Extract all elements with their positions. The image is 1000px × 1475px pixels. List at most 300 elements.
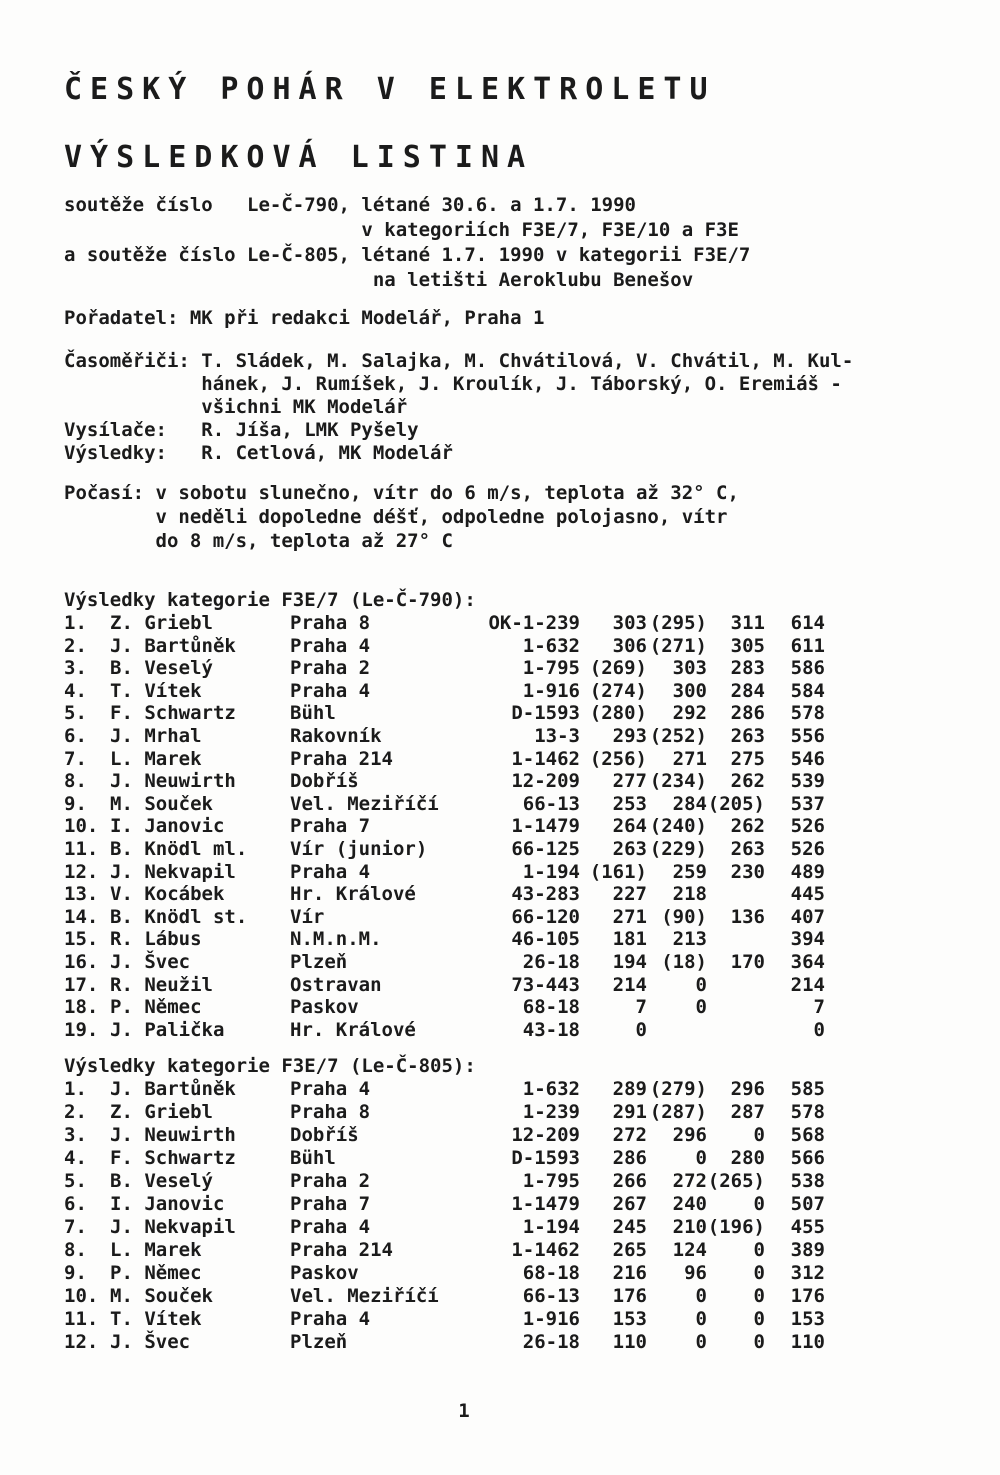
round1-score-cell: (269) [589, 657, 647, 680]
club-cell: Paskov [290, 996, 359, 1019]
results-790-title: Výsledky kategorie F3E/7 (Le-Č-790): [64, 589, 476, 611]
round3-score-cell [707, 996, 765, 1019]
round3-score-cell: 0 [753, 1285, 765, 1308]
officials-line: Vysílače: R. Jíša, LMK Pyšely [64, 419, 419, 441]
result-row [64, 1308, 980, 1331]
round1-score-cell: 306 [612, 634, 647, 657]
result-row [64, 1101, 980, 1124]
round2-score-cell: 300 [672, 679, 707, 702]
pilot-name-cell: B. Knödl st. [110, 905, 248, 928]
result-row [64, 1124, 980, 1147]
round1-score-cell: 0 [635, 1018, 647, 1041]
club-cell: Praha 7 [290, 1193, 371, 1216]
total-score-cell: 578 [790, 1101, 825, 1124]
round2-score-cell: 218 [672, 883, 707, 906]
round1-score-cell: 7 [635, 996, 647, 1019]
result-row [64, 612, 980, 635]
round2-score-cell: 0 [695, 1285, 707, 1308]
club-cell: Bühl [290, 702, 336, 725]
round3-score-cell: 283 [730, 657, 765, 680]
registration-cell: 12-209 [511, 1124, 580, 1147]
officials-block [64, 350, 980, 465]
round2-score-cell [647, 1019, 707, 1042]
round2-score-cell: (234) [649, 770, 707, 793]
registration-cell: 66-13 [522, 1285, 580, 1308]
round3-score-cell: 0 [753, 1331, 765, 1354]
club-cell: Plzeň [290, 950, 348, 973]
total-score-cell: 153 [790, 1308, 825, 1331]
round2-score-cell: 271 [672, 747, 707, 770]
officials-line: hánek, J. Rumíšek, J. Kroulík, J. Táborský, O. Eremiáš - [64, 373, 842, 395]
registration-cell: 1-916 [522, 1308, 580, 1331]
competition-info-line: na letišti Aeroklubu Benešov [64, 269, 694, 291]
total-score-cell: 578 [790, 702, 825, 725]
rank-cell: 14. [64, 905, 99, 928]
round3-score-cell: 0 [753, 1262, 765, 1285]
club-cell: Hr. Králové [290, 883, 416, 906]
rank-cell: 5. [64, 1170, 87, 1193]
round1-score-cell: 253 [612, 792, 647, 815]
result-row [64, 928, 980, 951]
club-cell: Praha 4 [290, 1078, 371, 1101]
round2-score-cell: 0 [695, 1308, 707, 1331]
registration-cell: 66-125 [511, 837, 580, 860]
round2-score-cell: 292 [672, 702, 707, 725]
pilot-name-cell: J. Neuwirth [110, 1124, 236, 1147]
total-score-cell: 312 [790, 1262, 825, 1285]
total-score-cell: 526 [790, 815, 825, 838]
registration-cell: 1-194 [522, 1216, 580, 1239]
round3-score-cell: 275 [730, 747, 765, 770]
club-cell: Dobříš [290, 770, 359, 793]
round1-score-cell: 293 [612, 724, 647, 747]
result-row [64, 702, 980, 725]
registration-cell: 43-283 [511, 883, 580, 906]
club-cell: Praha 214 [290, 747, 393, 770]
round3-score-cell: 0 [753, 1193, 765, 1216]
round2-score-cell: 124 [672, 1239, 707, 1262]
round1-score-cell: 216 [612, 1262, 647, 1285]
rank-cell: 10. [64, 815, 99, 838]
round3-score-cell: 136 [730, 905, 765, 928]
result-row [64, 906, 980, 929]
round2-score-cell: (229) [649, 837, 707, 860]
pilot-name-cell: J. Bartůněk [110, 1078, 236, 1101]
total-score-cell: 526 [790, 837, 825, 860]
registration-cell: 1-632 [522, 1078, 580, 1101]
club-cell: Vír (junior) [290, 837, 428, 860]
registration-cell: 1-1462 [511, 747, 580, 770]
total-score-cell: 568 [790, 1124, 825, 1147]
pilot-name-cell: I. Janovic [110, 1193, 225, 1216]
round1-score-cell: 267 [612, 1193, 647, 1216]
club-cell: Praha 214 [290, 1239, 393, 1262]
club-cell: Praha 4 [290, 679, 371, 702]
round3-score-cell [707, 1019, 765, 1042]
round1-score-cell: 110 [612, 1331, 647, 1354]
rank-cell: 8. [64, 1239, 87, 1262]
result-row [64, 1193, 980, 1216]
round3-score-cell: (196) [707, 1216, 765, 1239]
registration-cell: 1-239 [522, 1101, 580, 1124]
rank-cell: 11. [64, 837, 99, 860]
pilot-name-cell: P. Němec [110, 1262, 202, 1285]
total-score-cell: 614 [790, 612, 825, 634]
club-cell: N.M.n.M. [290, 928, 382, 951]
round2-score-cell: 303 [672, 657, 707, 680]
rank-cell: 4. [64, 1147, 87, 1170]
round1-score-cell: (280) [589, 702, 647, 725]
result-row [64, 1078, 980, 1101]
rank-cell: 12. [64, 1331, 99, 1354]
rank-cell: 17. [64, 973, 99, 996]
registration-cell: 1-1479 [511, 815, 580, 838]
total-score-cell: 586 [790, 657, 825, 680]
pilot-name-cell: R. Neužil [110, 973, 213, 996]
round1-score-cell: 271 [612, 905, 647, 928]
round2-score-cell: 259 [672, 860, 707, 883]
result-row [64, 1239, 980, 1262]
round3-score-cell: (205) [707, 792, 765, 815]
registration-cell: 68-18 [522, 996, 580, 1019]
result-row [64, 815, 980, 838]
round2-score-cell: (287) [649, 1101, 707, 1124]
rank-cell: 6. [64, 724, 87, 747]
club-cell: Rakovník [290, 724, 382, 747]
round2-score-cell: 0 [695, 996, 707, 1019]
pilot-name-cell: M. Souček [110, 792, 213, 815]
rank-cell: 18. [64, 996, 99, 1019]
pilot-name-cell: J. Bartůněk [110, 634, 236, 657]
pilot-name-cell: B. Veselý [110, 1170, 213, 1193]
round2-score-cell: (279) [649, 1078, 707, 1101]
rank-cell: 19. [64, 1018, 99, 1041]
round1-score-cell: (274) [589, 679, 647, 702]
pilot-name-cell: J. Nekvapil [110, 1216, 236, 1239]
pilot-name-cell: P. Němec [110, 996, 202, 1019]
total-score-cell: 566 [790, 1147, 825, 1170]
registration-cell: 66-13 [522, 792, 580, 815]
weather-line: v neděli dopoledne déšť, odpoledne polojasno, vítr [64, 506, 728, 528]
registration-cell: OK-1-239 [488, 612, 580, 634]
round2-score-cell: (90) [661, 905, 707, 928]
round3-score-cell: 170 [730, 950, 765, 973]
pilot-name-cell: T. Vítek [110, 1308, 202, 1331]
page-number: 1 [458, 1400, 470, 1422]
round1-score-cell: 277 [612, 770, 647, 793]
round2-score-cell: 272 [672, 1170, 707, 1193]
registration-cell: 1-916 [522, 679, 580, 702]
result-row [64, 1262, 980, 1285]
result-row [64, 1019, 980, 1042]
round2-score-cell: 213 [672, 928, 707, 951]
weather-line: Počasí: v sobotu slunečno, vítr do 6 m/s, teplota až 32° C, [64, 482, 739, 504]
registration-cell: 73-443 [511, 973, 580, 996]
total-score-cell: 507 [790, 1193, 825, 1216]
club-cell: Praha 4 [290, 1308, 371, 1331]
round3-score-cell: 280 [730, 1147, 765, 1170]
round2-score-cell: 0 [695, 1147, 707, 1170]
registration-cell: 26-18 [522, 950, 580, 973]
result-row [64, 1285, 980, 1308]
total-score-cell: 214 [790, 973, 825, 996]
club-cell: Praha 4 [290, 1216, 371, 1239]
club-cell: Vel. Meziříčí [290, 792, 439, 815]
round3-score-cell [707, 928, 765, 951]
round3-score-cell: 311 [730, 612, 765, 634]
rank-cell: 3. [64, 1124, 87, 1147]
total-score-cell: 584 [790, 679, 825, 702]
round3-score-cell: 0 [753, 1124, 765, 1147]
club-cell: Praha 4 [290, 634, 371, 657]
total-score-cell: 407 [790, 905, 825, 928]
round2-score-cell: 284 [672, 792, 707, 815]
pilot-name-cell: J. Palička [110, 1018, 225, 1041]
round3-score-cell: 284 [730, 679, 765, 702]
rank-cell: 13. [64, 883, 99, 906]
document-title: ČESKÝ POHÁR V ELEKTROLETU [64, 72, 716, 107]
officials-line: Časoměřiči: T. Sládek, M. Salajka, M. Chvátilová, V. Chvátil, M. Kul- [64, 350, 854, 372]
result-row [64, 951, 980, 974]
round1-score-cell: 227 [612, 883, 647, 906]
pilot-name-cell: I. Janovic [110, 815, 225, 838]
rank-cell: 11. [64, 1308, 99, 1331]
round3-score-cell: 263 [730, 837, 765, 860]
organizer-line: Pořadatel: MK při redakci Modelář, Praha 1 [64, 307, 545, 329]
rank-cell: 1. [64, 612, 87, 634]
round1-score-cell: (161) [589, 860, 647, 883]
round1-score-cell: 214 [612, 973, 647, 996]
pilot-name-cell: V. Kocábek [110, 883, 225, 906]
round1-score-cell: 289 [612, 1078, 647, 1101]
round3-score-cell: 305 [730, 634, 765, 657]
registration-cell: 1-1462 [511, 1239, 580, 1262]
rank-cell: 6. [64, 1193, 87, 1216]
round3-score-cell: 287 [730, 1101, 765, 1124]
result-row [64, 657, 980, 680]
rank-cell: 9. [64, 1262, 87, 1285]
club-cell: Hr. Králové [290, 1018, 416, 1041]
registration-cell: 66-120 [511, 905, 580, 928]
round1-score-cell: 245 [612, 1216, 647, 1239]
rank-cell: 9. [64, 792, 87, 815]
total-score-cell: 0 [813, 1018, 825, 1041]
round2-score-cell: 0 [695, 973, 707, 996]
club-cell: Bühl [290, 1147, 336, 1170]
total-score-cell: 445 [790, 883, 825, 906]
result-row [64, 748, 980, 771]
round1-score-cell: 265 [612, 1239, 647, 1262]
club-cell: Paskov [290, 1262, 359, 1285]
document-subtitle: VÝSLEDKOVÁ LISTINA [64, 140, 534, 175]
result-row [64, 1170, 980, 1193]
total-score-cell: 556 [790, 724, 825, 747]
result-row [64, 770, 980, 793]
total-score-cell: 611 [790, 634, 825, 657]
result-row [64, 861, 980, 884]
competition-info-block [64, 193, 980, 293]
club-cell: Dobříš [290, 1124, 359, 1147]
result-row [64, 883, 980, 906]
round3-score-cell [707, 974, 765, 997]
result-row [64, 635, 980, 658]
round2-score-cell: (295) [649, 612, 707, 634]
competition-info-line: a soutěže číslo Le-Č-805, létané 1.7. 1990 v kategorii F3E/7 [64, 244, 751, 266]
pilot-name-cell: J. Nekvapil [110, 860, 236, 883]
pilot-name-cell: J. Švec [110, 950, 191, 973]
pilot-name-cell: M. Souček [110, 1285, 213, 1308]
total-score-cell: 176 [790, 1285, 825, 1308]
round2-score-cell: 240 [672, 1193, 707, 1216]
round1-score-cell: 266 [612, 1170, 647, 1193]
results-805-title: Výsledky kategorie F3E/7 (Le-Č-805): [64, 1055, 476, 1078]
competition-info-line: v kategoriích F3E/7, F3E/10 a F3E [64, 219, 739, 241]
club-cell: Praha 7 [290, 815, 371, 838]
round3-score-cell: 0 [753, 1308, 765, 1331]
round3-score-cell: 262 [730, 770, 765, 793]
pilot-name-cell: B. Knödl ml. [110, 837, 248, 860]
total-score-cell: 389 [790, 1239, 825, 1262]
rank-cell: 15. [64, 928, 99, 951]
registration-cell: 46-105 [511, 928, 580, 951]
registration-cell: 1-632 [522, 634, 580, 657]
result-row [64, 1216, 980, 1239]
round3-score-cell: 286 [730, 702, 765, 725]
club-cell: Praha 4 [290, 860, 371, 883]
round1-score-cell: 291 [612, 1101, 647, 1124]
round2-score-cell: 210 [672, 1216, 707, 1239]
result-row [64, 838, 980, 861]
club-cell: Praha 2 [290, 1170, 371, 1193]
club-cell: Praha 2 [290, 657, 371, 680]
pilot-name-cell: J. Švec [110, 1331, 191, 1354]
round1-score-cell: 263 [612, 837, 647, 860]
weather-block [64, 481, 980, 553]
total-score-cell: 585 [790, 1078, 825, 1101]
round3-score-cell [707, 883, 765, 906]
rank-cell: 10. [64, 1285, 99, 1308]
rank-cell: 7. [64, 1216, 87, 1239]
registration-cell: 1-795 [522, 657, 580, 680]
total-score-cell: 455 [790, 1216, 825, 1239]
rank-cell: 7. [64, 747, 87, 770]
pilot-name-cell: Z. Griebl [110, 612, 213, 634]
registration-cell: 43-18 [522, 1018, 580, 1041]
registration-cell: 13-3 [534, 724, 580, 747]
club-cell: Vír [290, 905, 325, 928]
round3-score-cell: 230 [730, 860, 765, 883]
round1-score-cell: (256) [589, 747, 647, 770]
round2-score-cell: 296 [672, 1124, 707, 1147]
round3-score-cell: 0 [753, 1239, 765, 1262]
registration-cell: 12-209 [511, 770, 580, 793]
round3-score-cell: (265) [707, 1170, 765, 1193]
total-score-cell: 546 [790, 747, 825, 770]
round1-score-cell: 303 [612, 612, 647, 634]
club-cell: Vel. Meziříčí [290, 1285, 439, 1308]
club-cell: Plzeň [290, 1331, 348, 1354]
rank-cell: 3. [64, 657, 87, 680]
total-score-cell: 539 [790, 770, 825, 793]
club-cell: Praha 8 [290, 1101, 371, 1124]
registration-cell: 26-18 [522, 1331, 580, 1354]
weather-line: do 8 m/s, teplota až 27° C [64, 530, 453, 552]
total-score-cell: 489 [790, 860, 825, 883]
round2-score-cell: (252) [649, 724, 707, 747]
results-790-table [64, 612, 980, 1041]
round3-score-cell: 263 [730, 724, 765, 747]
pilot-name-cell: T. Vítek [110, 679, 202, 702]
pilot-name-cell: F. Schwartz [110, 1147, 236, 1170]
round1-score-cell: 153 [612, 1308, 647, 1331]
organizer-block [64, 307, 980, 330]
result-row [64, 725, 980, 748]
officials-line: všichni MK Modelář [64, 396, 408, 418]
round3-score-cell: 296 [730, 1078, 765, 1101]
registration-cell: 68-18 [522, 1262, 580, 1285]
pilot-name-cell: Z. Griebl [110, 1101, 213, 1124]
pilot-name-cell: L. Marek [110, 747, 202, 770]
rank-cell: 16. [64, 950, 99, 973]
registration-cell: 1-194 [522, 860, 580, 883]
total-score-cell: 110 [790, 1331, 825, 1354]
round1-score-cell: 194 [612, 950, 647, 973]
total-score-cell: 537 [790, 792, 825, 815]
rank-cell: 8. [64, 770, 87, 793]
round1-score-cell: 286 [612, 1147, 647, 1170]
result-row [64, 680, 980, 703]
results-805-table [64, 1078, 980, 1354]
round1-score-cell: 272 [612, 1124, 647, 1147]
pilot-name-cell: L. Marek [110, 1239, 202, 1262]
officials-line: Výsledky: R. Cetlová, MK Modelář [64, 442, 453, 464]
registration-cell: D-1593 [511, 1147, 580, 1170]
result-row [64, 793, 980, 816]
result-row [64, 974, 980, 997]
round1-score-cell: 264 [612, 815, 647, 838]
round3-score-cell: 262 [730, 815, 765, 838]
round2-score-cell: 96 [684, 1262, 707, 1285]
round2-score-cell: (240) [649, 815, 707, 838]
result-row [64, 1331, 980, 1354]
rank-cell: 5. [64, 702, 87, 725]
round2-score-cell: (18) [661, 950, 707, 973]
pilot-name-cell: J. Neuwirth [110, 770, 236, 793]
club-cell: Praha 8 [290, 612, 371, 634]
round1-score-cell: 181 [612, 928, 647, 951]
result-row [64, 996, 980, 1019]
total-score-cell: 394 [790, 928, 825, 951]
rank-cell: 2. [64, 634, 87, 657]
pilot-name-cell: R. Lábus [110, 928, 202, 951]
result-row [64, 1147, 980, 1170]
registration-cell: 1-795 [522, 1170, 580, 1193]
competition-info-line: soutěže číslo Le-Č-790, létané 30.6. a 1.7. 1990 [64, 194, 636, 216]
total-score-cell: 364 [790, 950, 825, 973]
rank-cell: 12. [64, 860, 99, 883]
pilot-name-cell: B. Veselý [110, 657, 213, 680]
rank-cell: 1. [64, 1078, 87, 1101]
rank-cell: 4. [64, 679, 87, 702]
round2-score-cell: 0 [695, 1331, 707, 1354]
pilot-name-cell: J. Mrhal [110, 724, 202, 747]
total-score-cell: 7 [813, 996, 825, 1019]
club-cell: Ostravan [290, 973, 382, 996]
pilot-name-cell: F. Schwartz [110, 702, 236, 725]
rank-cell: 2. [64, 1101, 87, 1124]
registration-cell: D-1593 [511, 702, 580, 725]
round1-score-cell: 176 [612, 1285, 647, 1308]
